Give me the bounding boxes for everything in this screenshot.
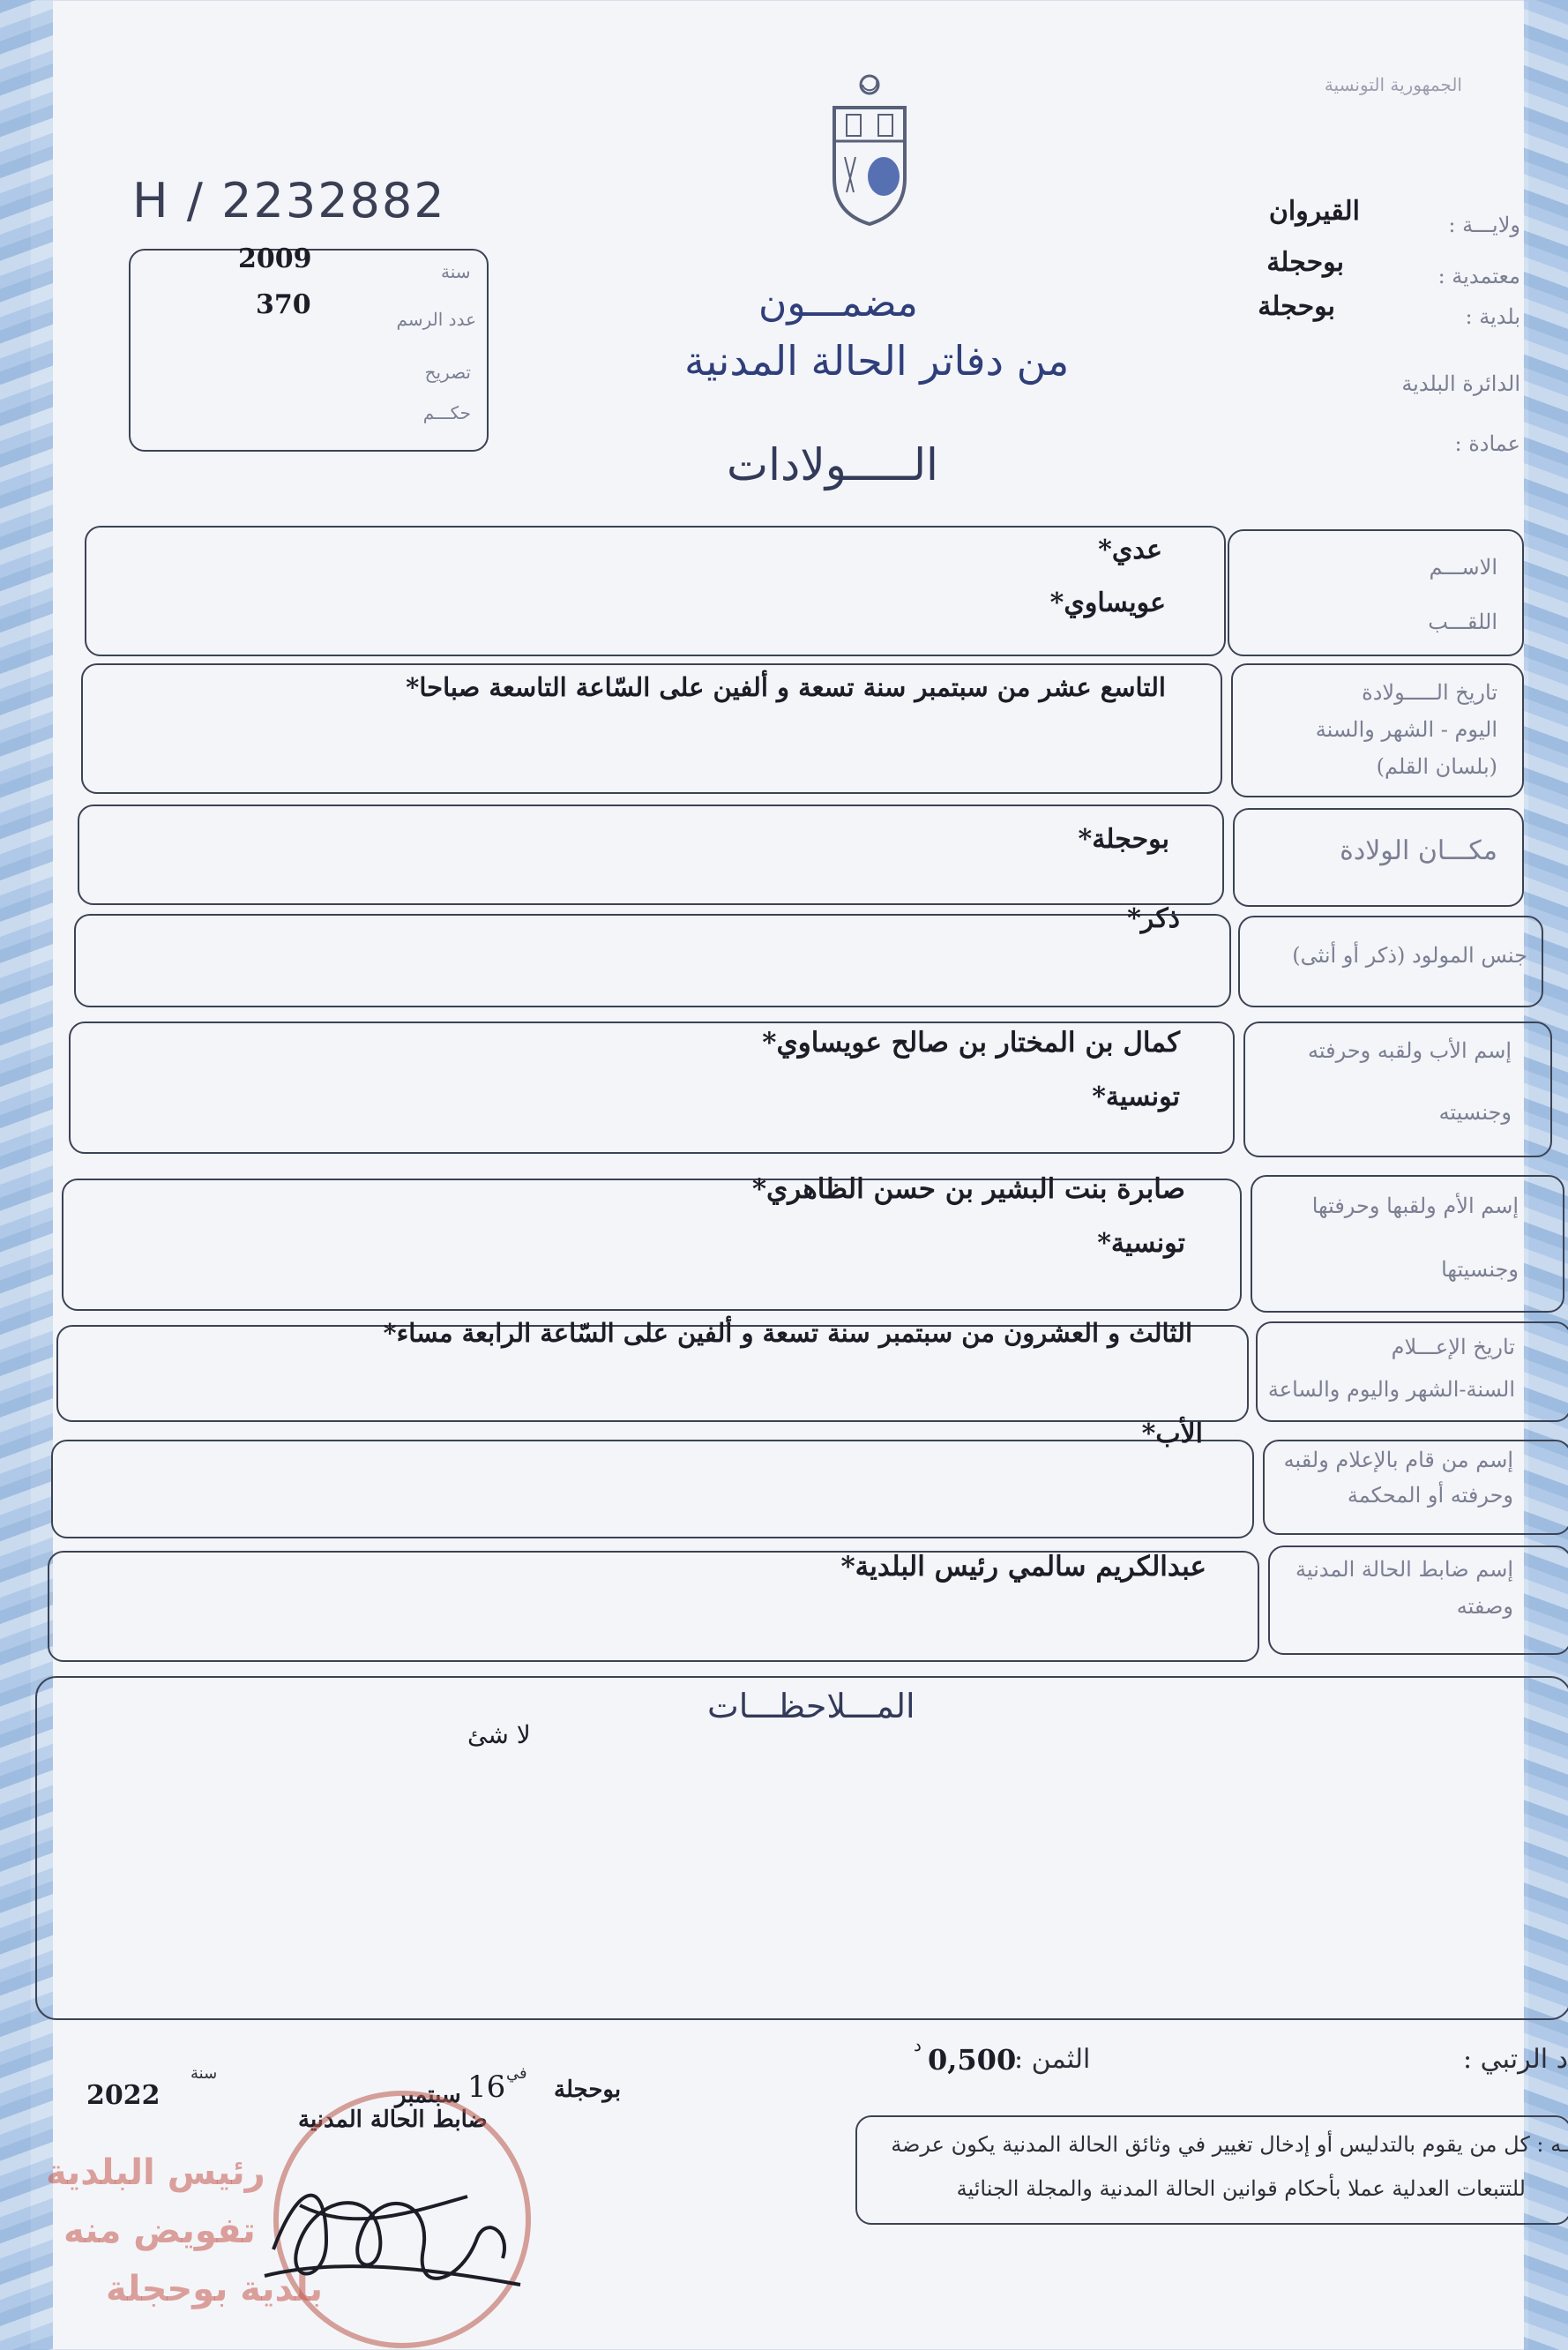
delegation-label: معتمدية :	[1437, 264, 1520, 288]
field-mother-label-1: إسم الأم ولقبها وحرفتها	[1311, 1194, 1519, 1218]
municipality-label: بلدية :	[1465, 304, 1520, 329]
field-birthplace-value: بوحجلة *	[1079, 824, 1169, 855]
price-value: 0,500	[928, 2043, 1017, 2077]
field-name-value-1: عدي *	[1098, 535, 1162, 565]
field-father-label-1: إسم الأب ولقبه وحرفته	[1308, 1038, 1512, 1063]
issue-year: 2022	[86, 2080, 161, 2111]
field-birthdate-value: التاسع عشر من سبتمبر سنة تسعة و ألفين على السّاعة التاسعة صباحا *	[406, 672, 1166, 702]
field-birthplace-label: مكـــان الولادة	[1340, 835, 1497, 866]
field-declarant-value-box	[51, 1440, 1254, 1538]
tunisia-coat-of-arms-icon	[817, 72, 922, 231]
field-declarant-label-1: إسم من قام بالإعلام ولقبه	[1283, 1448, 1513, 1472]
officer-label: ضابط الحالة المدنية	[298, 2107, 488, 2133]
registry-number-label: عدد الرسم	[396, 309, 476, 330]
stamp-line-3: بلدية بوحجلة	[106, 2269, 323, 2309]
delegation-value: بوحجلة	[1266, 247, 1344, 278]
registry-declaration-label: تصريح	[424, 362, 471, 383]
field-name-label-1: الاســـم	[1429, 555, 1497, 580]
field-birthdate-label-2: اليوم - الشهر والسنة	[1315, 717, 1497, 742]
field-declaration-date-label-1: تاريخ الإعـــلام	[1391, 1335, 1515, 1359]
imada-label: عمادة :	[1454, 431, 1520, 456]
registry-number-value: 370	[256, 289, 311, 320]
field-father-value-2: تونسية *	[1092, 1081, 1180, 1112]
field-father-value-1: كمال بن المختار بن صالح عويساوي *	[762, 1027, 1180, 1059]
field-registrar-value: عبدالكريم سالمي رئيس البلدية *	[840, 1551, 1206, 1583]
field-birthdate-label-1: تاريخ الـــــولادة	[1362, 680, 1497, 705]
wilaya-value: القيروان	[1268, 196, 1360, 227]
warning-line-1: ـه : كل من يقوم بالتدليس أو إدخال تغيير في وثائق الحالة المدنية يكون عرضة	[891, 2132, 1568, 2157]
stamp-line-2: تفويض منه	[63, 2211, 256, 2251]
stamp-line-1: رئيس البلدية	[46, 2152, 265, 2193]
field-name-label-2: اللقـــب	[1428, 610, 1497, 634]
field-mother-value-1: صابرة بنت البشير بن حسن الظاهري *	[752, 1173, 1185, 1205]
reference-number: H / 2232882	[132, 173, 446, 228]
municipality-value: بوحجلة	[1258, 291, 1335, 322]
field-declarant-label-2: وحرفته أو المحكمة	[1347, 1483, 1513, 1508]
field-sex-value-box	[74, 914, 1231, 1007]
issue-year-label: سنة	[190, 2064, 218, 2083]
issue-place: بوحجلة	[554, 2077, 622, 2103]
issue-day: 16	[467, 2069, 506, 2105]
field-mother-label-2: وجنسيتها	[1441, 1257, 1519, 1282]
registry-year-label: سنة	[441, 261, 471, 282]
field-sex-value: ذكر *	[1127, 903, 1180, 934]
field-name-value-2: عويساوي *	[1050, 588, 1166, 618]
remarks-title: المـــلاحظـــات	[707, 1687, 915, 1725]
price-label: الثمن :	[1014, 2044, 1091, 2075]
field-declaration-date-label-2: السنة-الشهر واليوم والساعة	[1267, 1377, 1515, 1402]
registry-year-value: 2009	[238, 243, 312, 274]
field-registrar-label-1: إسم ضابط الحالة المدنية	[1295, 1557, 1513, 1582]
field-birthplace-value-box	[78, 805, 1224, 905]
district-label: الدائرة البلدية	[1401, 371, 1520, 396]
section-title: الـــــولادات	[727, 439, 938, 490]
field-registrar-label-2: وصفته	[1456, 1594, 1513, 1619]
field-mother-value-2: تونسية *	[1097, 1228, 1185, 1259]
field-declaration-date-value: الثالث و العشرون من سبتمبر سنة تسعة و ألفين على السّاعة الرابعة مساء *	[383, 1318, 1192, 1348]
warning-line-2: للتتبعات العدلية عملا بأحكام قوانين الحالة المدنية والمجلة الجنائية	[956, 2176, 1526, 2201]
price-unit: د	[914, 2034, 922, 2055]
wilaya-label: ولايـــة :	[1448, 213, 1520, 237]
title-line-1: مضمـــون	[758, 281, 918, 326]
handwritten-signature	[247, 2144, 529, 2320]
country-line: الجمهورية التونسية	[1324, 74, 1462, 95]
serial-label: د الرتبي :	[1463, 2044, 1568, 2075]
field-declarant-value: الأب *	[1142, 1418, 1203, 1449]
registry-judgment-label: حكـــم	[422, 402, 471, 423]
field-sex-label: جنس المولود (ذكر أو أنثى)	[1292, 943, 1527, 968]
remarks-box	[35, 1676, 1568, 2020]
field-father-label-2: وجنسيته	[1438, 1100, 1512, 1125]
field-birthdate-label-3: (بلسان القلم)	[1376, 754, 1497, 779]
title-line-2: من دفاتر الحالة المدنية	[684, 337, 1070, 385]
issue-in-label: في	[506, 2064, 527, 2083]
issue-month: سبتمبر	[395, 2082, 461, 2108]
field-name-label-box	[1228, 529, 1524, 656]
remarks-value: لا شئ	[467, 1720, 531, 1749]
